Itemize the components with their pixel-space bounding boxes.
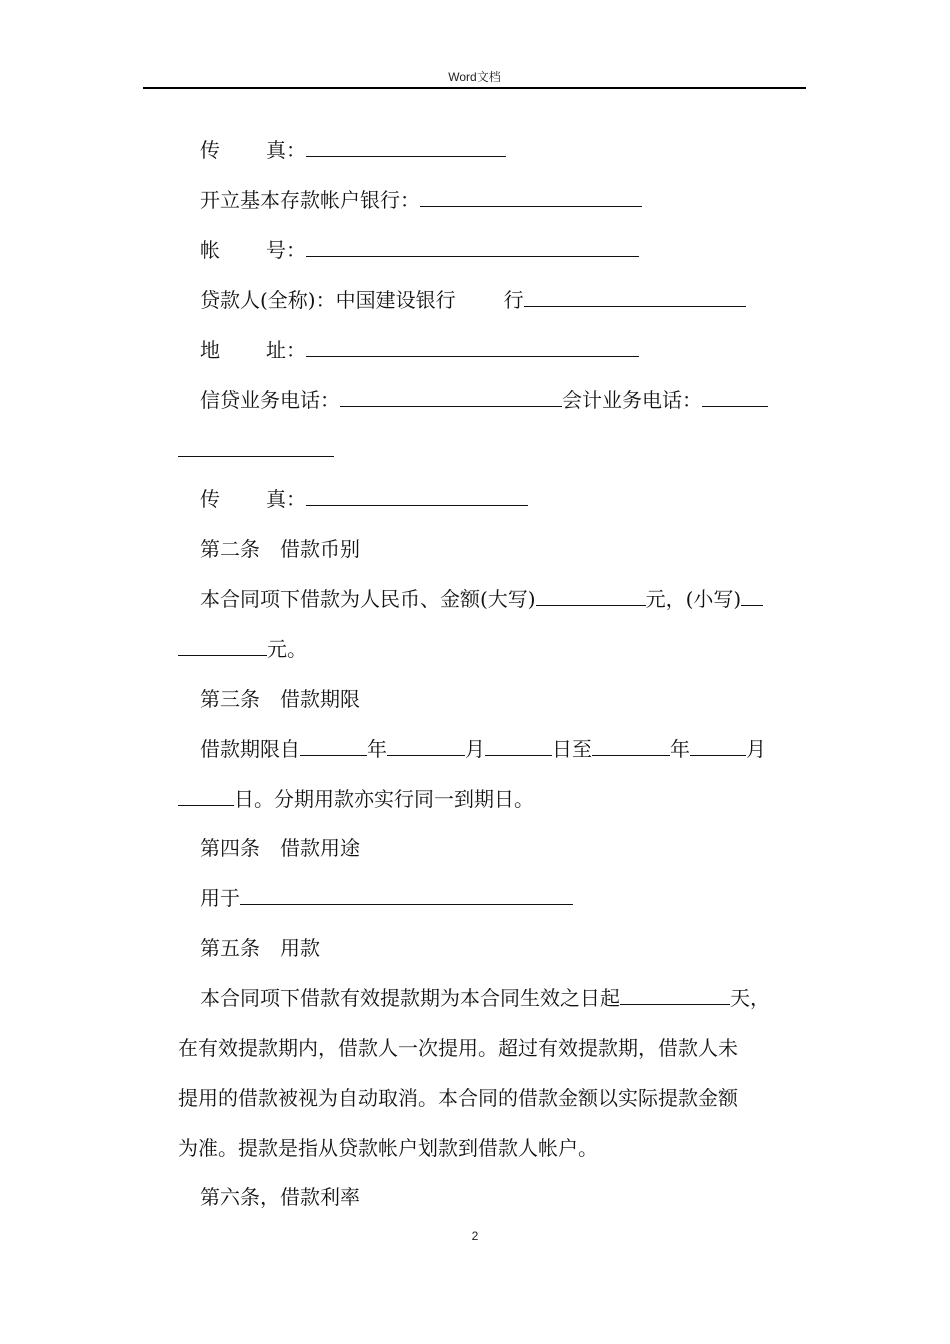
lender-label: 贷款人(全称)：中国建设银行 xyxy=(200,288,456,312)
lender-branch-label: 行 xyxy=(503,288,524,312)
lender-line xyxy=(178,286,828,314)
article-3-heading: 第三条 借款期限 xyxy=(200,687,360,711)
fax2-label-b: 真： xyxy=(266,487,306,511)
page-number: 2 xyxy=(471,1229,479,1243)
drawdown-days-blank[interactable] xyxy=(620,984,730,1005)
end-year-blank[interactable] xyxy=(592,735,670,756)
term-start-label: 借款期限自 xyxy=(200,737,300,761)
amount-small-blank[interactable] xyxy=(741,585,763,606)
bank-account-line xyxy=(178,186,828,214)
address-label-b: 址： xyxy=(266,338,306,362)
yuan-label: 元。 xyxy=(267,637,307,661)
phone-line xyxy=(178,386,828,414)
month-label-1: 月 xyxy=(465,737,485,761)
amount-small-blank-cont[interactable] xyxy=(178,635,267,656)
term-end-text: 日。分期用款亦实行同一到期日。 xyxy=(234,787,534,811)
account-label-b: 号： xyxy=(266,238,306,262)
account-number-blank[interactable] xyxy=(306,236,639,257)
accounting-phone-blank-cont[interactable] xyxy=(178,436,334,457)
fax2-label-a: 传 xyxy=(200,487,220,511)
fax2-blank[interactable] xyxy=(306,485,528,506)
address-label-a: 地 xyxy=(200,338,220,362)
end-day-blank[interactable] xyxy=(178,785,234,806)
article-2-heading: 第二条 借款币别 xyxy=(200,537,360,561)
fax-label-b: 真： xyxy=(266,138,306,162)
credit-phone-blank[interactable] xyxy=(340,386,562,407)
accounting-phone-label: 会计业务电话： xyxy=(562,388,702,412)
drawdown-period-label: 本合同项下借款有效提款期为本合同生效之日起 xyxy=(200,986,620,1010)
paragraph-line-2: 提用的借款被视为自动取消。本合同的借款金额以实际提款金额 xyxy=(178,1086,738,1110)
start-month-blank[interactable] xyxy=(387,735,465,756)
amount-small-label: 元，(小写) xyxy=(645,587,742,611)
paragraph-line-1: 在有效提款期内，借款人一次提用。超过有效提款期，借款人未 xyxy=(178,1036,738,1060)
drawdown-period-line xyxy=(178,984,828,1012)
fax-label-a: 传 xyxy=(200,138,220,162)
fax-line-1 xyxy=(178,136,828,164)
paragraph-line-3: 为准。提款是指从贷款帐户划款到借款人帐户。 xyxy=(178,1136,598,1160)
bank-account-blank[interactable] xyxy=(420,186,642,207)
start-year-blank[interactable] xyxy=(300,735,367,756)
purpose-label: 用于 xyxy=(200,886,240,910)
article-4-heading: 第四条 借款用途 xyxy=(200,836,360,860)
loan-amount-continuation xyxy=(178,635,806,663)
address-blank[interactable] xyxy=(306,336,639,357)
fax-line-2 xyxy=(178,485,828,513)
month-label-2: 月 xyxy=(746,737,766,761)
days-label: 天， xyxy=(730,986,770,1010)
account-label-a: 帐 xyxy=(200,238,220,262)
loan-amount-line xyxy=(178,585,828,613)
article-6-heading: 第六条，借款利率 xyxy=(200,1185,360,1209)
lender-branch-blank[interactable] xyxy=(524,286,746,307)
end-month-blank[interactable] xyxy=(690,735,746,756)
accounting-phone-blank[interactable] xyxy=(702,386,768,407)
year-label-1: 年 xyxy=(367,737,387,761)
address-line xyxy=(178,336,828,364)
loan-term-continuation xyxy=(178,785,806,813)
start-day-blank[interactable] xyxy=(485,735,552,756)
account-number-line xyxy=(178,236,828,264)
credit-phone-label: 信贷业务电话： xyxy=(200,388,340,412)
amount-capital-blank[interactable] xyxy=(536,585,646,606)
purpose-blank[interactable] xyxy=(240,884,573,905)
fax-blank[interactable] xyxy=(306,136,506,157)
phone-continuation-line xyxy=(178,436,806,464)
page-header: Word文档 xyxy=(448,70,501,84)
year-label-2: 年 xyxy=(670,737,690,761)
day-to-label: 日至 xyxy=(552,737,592,761)
header-rule xyxy=(143,87,806,89)
purpose-line xyxy=(178,884,828,912)
loan-term-line xyxy=(178,735,828,763)
article-5-heading: 第五条 用款 xyxy=(200,936,320,960)
loan-amount-label: 本合同项下借款为人民币、金额(大写) xyxy=(200,587,536,611)
bank-account-label: 开立基本存款帐户银行： xyxy=(200,188,420,212)
